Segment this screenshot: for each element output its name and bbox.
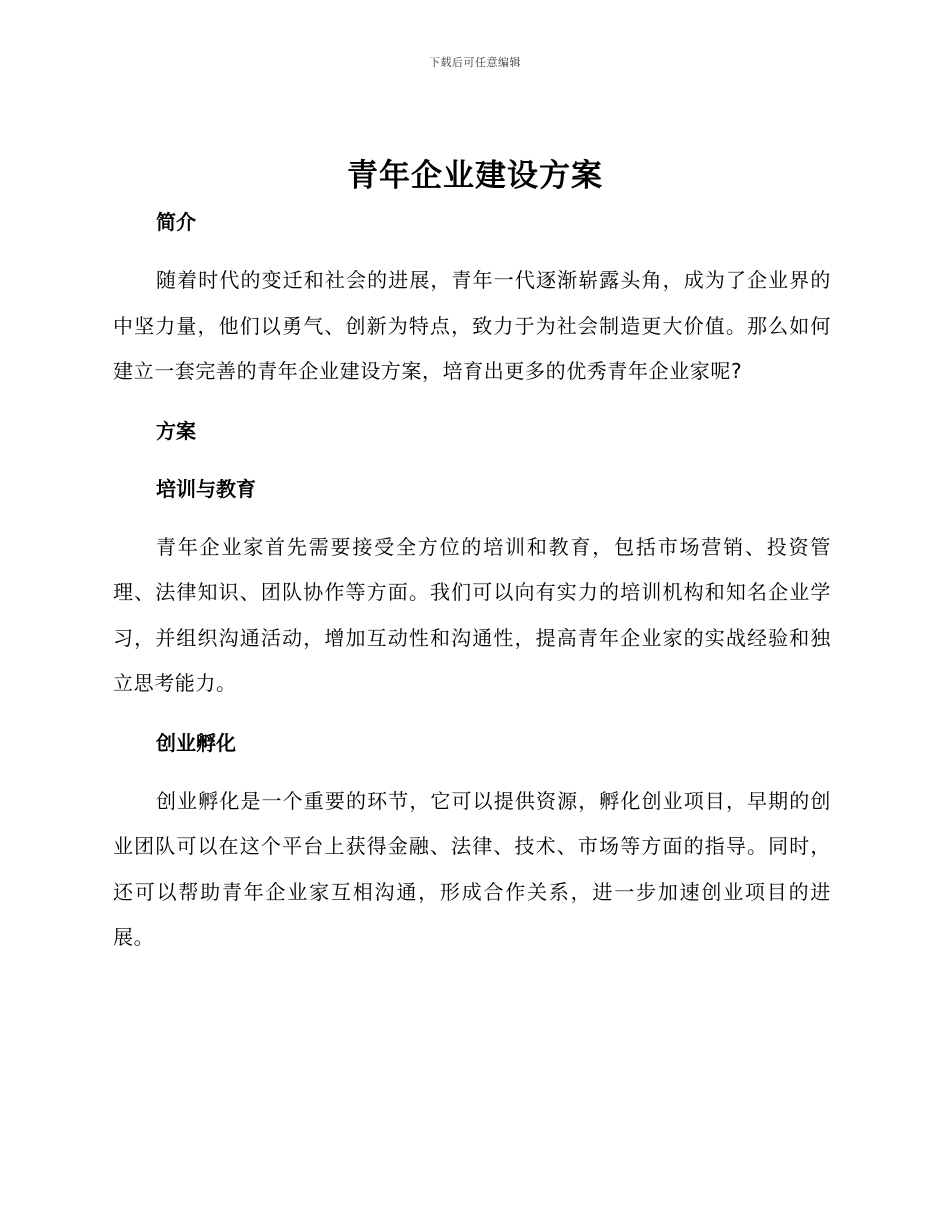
incubation-paragraph: 创业孵化是一个重要的环节，它可以提供资源，孵化创业项目，早期的创业团队可以在这个平台上获得金融、法律、技术、市场等方面的指导。同时，还可以帮助青年企业家互相沟通，形成合作关系，进一步加速创业项目的进展。 [113,788,831,949]
plan-heading: 方案 [156,418,196,443]
header-note: 下载后可任意编辑 [429,56,521,69]
intro-heading: 简介 [156,210,196,234]
training-heading: 培训与教育 [156,476,256,501]
training-paragraph: 青年企业家首先需要接受全方位的培训和教育，包括市场营销、投资管理、法律知识、团队协作等方面。我们可以向有实力的培训机构和知名企业学习，并组织沟通活动，增加互动性和沟通性，提高青年企业家的实战经验和独立思考能力。 [113,534,831,695]
intro-paragraph: 随着时代的变迁和社会的进展，青年一代逐渐崭露头角，成为了企业界的中坚力量，他们以勇气、创新为特点，致力于为社会制造更大价值。那么如何建立一套完善的青年企业建设方案，培育出更多的优秀青年企业家呢? [113,268,831,383]
incubation-heading: 创业孵化 [156,730,236,755]
document-body [113,200,831,961]
document-title: 青年企业建设方案 [347,158,603,194]
